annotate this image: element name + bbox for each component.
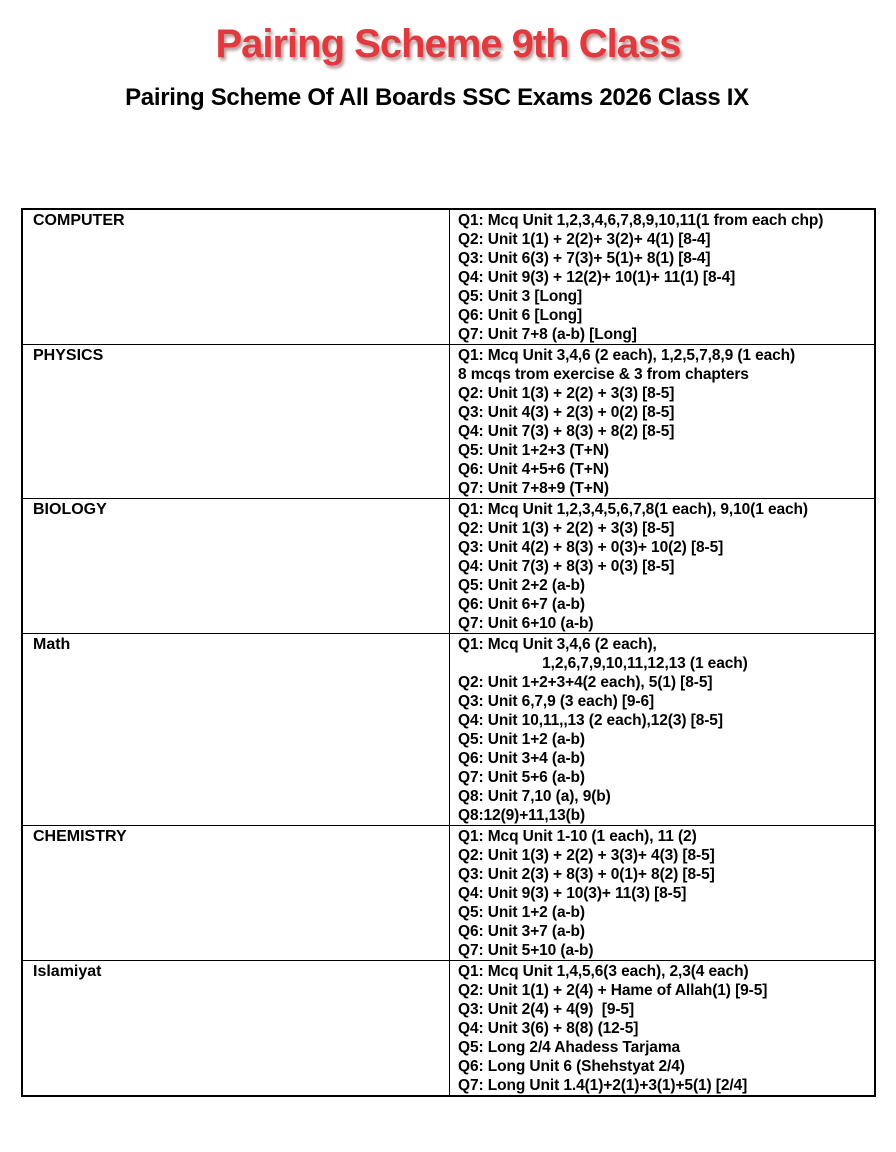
scheme-line: Q4: Unit 9(3) + 10(3)+ 11(3) [8-5] (458, 885, 687, 902)
pairing-scheme-table (21, 208, 876, 1097)
scheme-line: Q1: Mcq Unit 1-10 (1 each), 11 (2) (458, 828, 697, 845)
scheme-line: Q5: Unit 3 [Long] (458, 288, 583, 305)
table-row-islamiyat (22, 961, 875, 1097)
scheme-line: Q5: Unit 2+2 (a-b) (458, 577, 585, 594)
scheme-line: Q6: Unit 3+7 (a-b) (458, 923, 585, 940)
scheme-line: Q6: Unit 4+5+6 (T+N) (458, 461, 609, 478)
scheme-line: Q6: Long Unit 6 (Shehstyat 2/4) (458, 1058, 685, 1075)
page-title: Pairing Scheme 9th Class (215, 22, 681, 66)
subject-name: Islamiyat (22, 961, 450, 1097)
scheme-line: Q7: Long Unit 1.4(1)+2(1)+3(1)+5(1) [2/4] (458, 1077, 748, 1094)
scheme-line: Q7: Unit 5+10 (a-b) (458, 942, 594, 959)
table-row-math (22, 634, 875, 826)
scheme-lines (450, 345, 876, 499)
scheme-line: Q3: Unit 2(4) + 4(9) [9-5] (458, 1001, 635, 1018)
scheme-line: Q2: Unit 1+2+3+4(2 each), 5(1) [8-5] (458, 674, 713, 691)
scheme-line: Q2: Unit 1(3) + 2(2) + 3(3) [8-5] (458, 520, 675, 537)
scheme-line: Q2: Unit 1(1) + 2(2)+ 3(2)+ 4(1) [8-4] (458, 231, 711, 248)
scheme-line: Q5: Unit 1+2 (a-b) (458, 904, 585, 921)
subject-name: BIOLOGY (22, 499, 450, 634)
scheme-line: Q7: Unit 7+8+9 (T+N) (458, 480, 609, 497)
scheme-line: Q4: Unit 3(6) + 8(8) (12-5] (458, 1020, 639, 1037)
scheme-lines (450, 961, 876, 1097)
table-row-chemistry (22, 826, 875, 961)
scheme-line: Q1: Mcq Unit 1,2,3,4,6,7,8,9,10,11(1 from each chp) (458, 212, 824, 229)
scheme-line: Q5: Unit 1+2+3 (T+N) (458, 442, 609, 459)
scheme-lines (450, 826, 876, 961)
scheme-line: Q4: Unit 10,11,,13 (2 each),12(3) [8-5] (458, 712, 723, 729)
scheme-line: Q1: Mcq Unit 1,2,3,4,5,6,7,8(1 each), 9,10(1 each) (458, 501, 808, 518)
page-subtitle: Pairing Scheme Of All Boards SSC Exams 2026 Class IX (125, 84, 749, 111)
scheme-lines (450, 499, 876, 634)
scheme-line: Q3: Unit 6,7,9 (3 each) [9-6] (458, 693, 655, 710)
scheme-line: Q8:12(9)+11,13(b) (458, 807, 586, 824)
scheme-line: 1,2,6,7,9,10,11,12,13 (1 each) (458, 655, 748, 672)
scheme-line: Q7: Unit 6+10 (a-b) (458, 615, 594, 632)
scheme-line: Q3: Unit 4(2) + 8(3) + 0(3)+ 10(2) [8-5] (458, 539, 724, 556)
scheme-line: Q3: Unit 4(3) + 2(3) + 0(2) [8-5] (458, 404, 675, 421)
scheme-line: Q8: Unit 7,10 (a), 9(b) (458, 788, 611, 805)
scheme-line: Q5: Long 2/4 Ahadess Tarjama (458, 1039, 681, 1056)
scheme-line: Q4: Unit 7(3) + 8(3) + 0(3) [8-5] (458, 558, 675, 575)
scheme-line: Q4: Unit 9(3) + 12(2)+ 10(1)+ 11(1) [8-4] (458, 269, 736, 286)
scheme-line: Q3: Unit 2(3) + 8(3) + 0(1)+ 8(2) [8-5] (458, 866, 715, 883)
table-row-biology (22, 499, 875, 634)
scheme-line: Q6: Unit 6 [Long] (458, 307, 583, 324)
subject-name: CHEMISTRY (22, 826, 450, 961)
scheme-line: Q2: Unit 1(3) + 2(2) + 3(3)+ 4(3) [8-5] (458, 847, 715, 864)
scheme-line: Q2: Unit 1(1) + 2(4) + Hame of Allah(1) [9-5] (458, 982, 768, 999)
scheme-lines (450, 634, 876, 826)
scheme-line: Q4: Unit 7(3) + 8(3) + 8(2) [8-5] (458, 423, 675, 440)
scheme-lines (450, 209, 876, 345)
scheme-line: Q6: Unit 6+7 (a-b) (458, 596, 585, 613)
scheme-line: Q1: Mcq Unit 3,4,6 (2 each), 1,2,5,7,8,9 (1 each) (458, 347, 796, 364)
scheme-line: 8 mcqs trom exercise & 3 from chapters (458, 366, 749, 383)
scheme-line: Q5: Unit 1+2 (a-b) (458, 731, 585, 748)
scheme-line: Q1: Mcq Unit 3,4,6 (2 each), (458, 636, 657, 653)
scheme-line: Q1: Mcq Unit 1,4,5,6(3 each), 2,3(4 each) (458, 963, 749, 980)
scheme-line: Q6: Unit 3+4 (a-b) (458, 750, 585, 767)
table-row-computer (22, 209, 875, 345)
subject-name: PHYSICS (22, 345, 450, 499)
scheme-line: Q2: Unit 1(3) + 2(2) + 3(3) [8-5] (458, 385, 675, 402)
scheme-line: Q7: Unit 7+8 (a-b) [Long] (458, 326, 637, 343)
subject-name: COMPUTER (22, 209, 450, 345)
subject-name: Math (22, 634, 450, 826)
scheme-line: Q7: Unit 5+6 (a-b) (458, 769, 585, 786)
table-row-physics (22, 345, 875, 499)
scheme-line: Q3: Unit 6(3) + 7(3)+ 5(1)+ 8(1) [8-4] (458, 250, 711, 267)
